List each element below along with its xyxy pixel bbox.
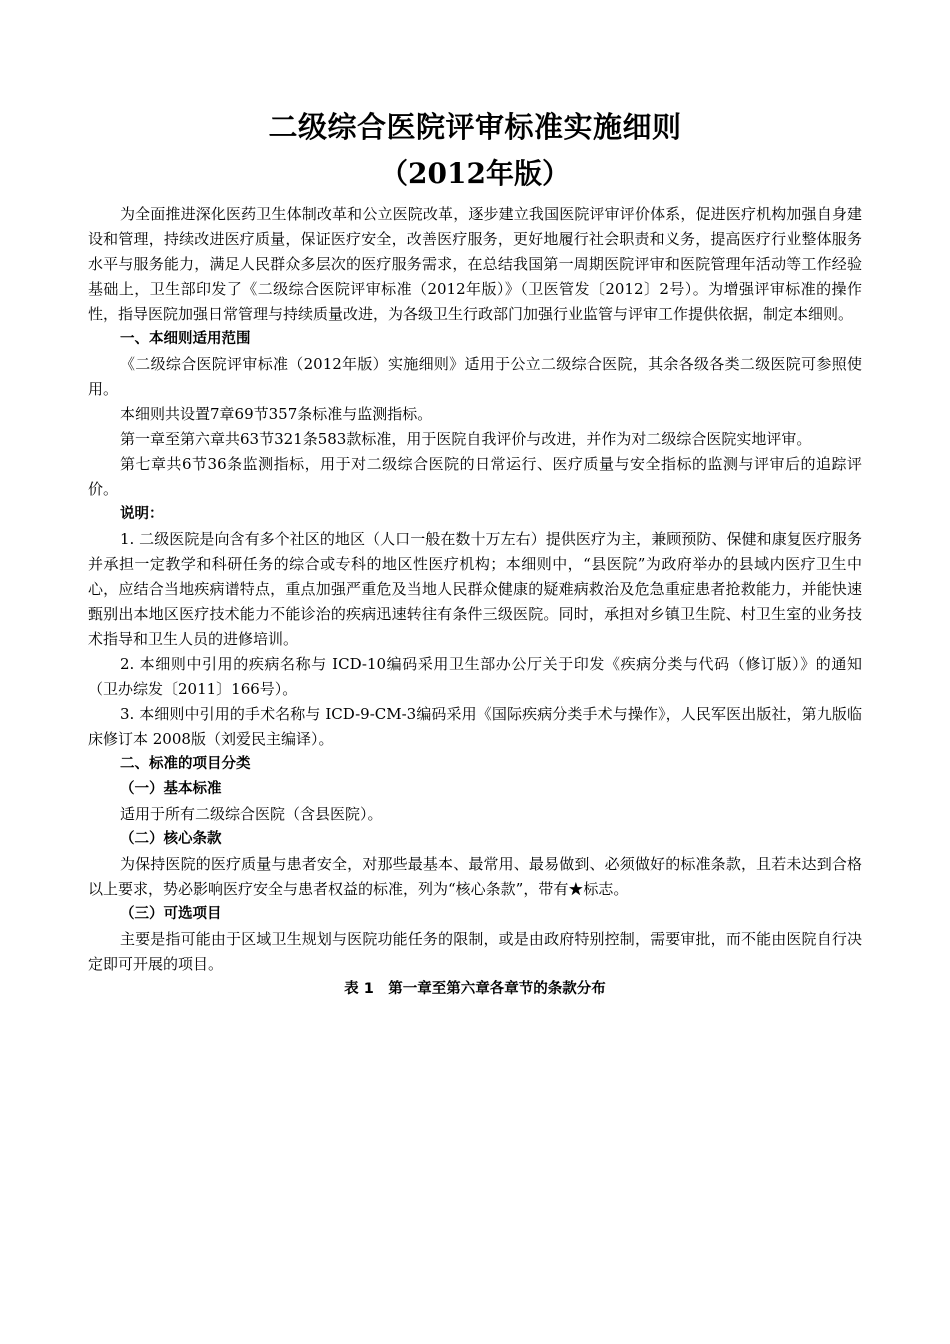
body-paragraph: 第一章至第六章共63节321条583款标准，用于医院自我评价与改进，并作为对二级综合医院实地评审。	[120, 430, 812, 448]
section-heading-scope: 一、本细则适用范围	[120, 331, 251, 347]
intro-paragraph: 为全面推进深化医药卫生体制改革和公立医院改革，逐步建立我国医院评审评价体系，促进医疗机构加强自身建设和管理，持续改进医疗质量，保证医疗安全，改善医疗服务，更好地履行社会职责和义务，提高医疗行业整体服务水平与服务能力，满足人民群众多层次的医疗服务需求，在总结我国第一周期医院评审和医院管理年活动等工作经验基础上，卫生部印发了《二级综合医院评审标准（2012年版）》（卫医管发〔2012〕2号）。为增强评审标准的操作性，指导医院加强日常管理与持续质量改进，为各级卫生行政部门加强行业监管与评审工作提供依据，制定本细则。	[88, 205, 862, 323]
document-body	[88, 202, 862, 1002]
note-item-1: 1. 二级医院是向含有多个社区的地区（人口一般在数十万左右）提供医疗为主，兼顾预防、保健和康复医疗服务并承担一定教学和科研任务的综合或专科的地区性医疗机构；本细则中，“县医院”为政府举办的县域内医疗卫生中心，应结合当地疾病谱特点，重点加强严重危及当地人民群众健康的疑难病救治及危急重症患者抢救能力，并能快速甄别出本地区医疗技术能力不能诊治的疾病迅速转往有条件三级医院。同时，承担对乡镇卫生院、村卫生室的业务技术指导和卫生人员的进修培训。	[88, 530, 862, 648]
subsection-heading-basic: （一）基本标准	[120, 781, 222, 797]
document-title: 二级综合医院评审标准实施细则	[268, 110, 682, 144]
section-heading-classification: 二、标准的项目分类	[120, 756, 251, 772]
subsection-heading-core: （二）核心条款	[120, 831, 222, 847]
body-paragraph: 主要是指可能由于区域卫生规划与医院功能任务的限制，或是由政府特别控制，需要审批，而不能由医院自行决定即可开展的项目。	[88, 930, 862, 973]
body-paragraph: 《二级综合医院评审标准（2012年版）实施细则》适用于公立二级综合医院，其余各级各类二级医院可参照使用。	[88, 355, 862, 398]
note-item-3: 3. 本细则中引用的手术名称与 ICD-9-CM-3编码采用《国际疾病分类手术与操作》，人民军医出版社，第九版临床修订本 2008版（刘爱民主编译）。	[88, 705, 862, 748]
body-paragraph: 本细则共设置7章69节357条标准与监测指标。	[120, 405, 433, 423]
document-page	[88, 108, 862, 1002]
document-subtitle: （2012年版）	[380, 157, 570, 190]
body-paragraph: 为保持医院的医疗质量与患者安全，对那些最基本、最常用、最易做到、必须做好的标准条款，且若未达到合格以上要求，势必影响医疗安全与患者权益的标准，列为“核心条款”，带有★标志。	[88, 855, 862, 898]
subsection-heading-optional: （三）可选项目	[120, 906, 222, 922]
table-caption: 表 1 第一章至第六章各章节的条款分布	[344, 981, 606, 997]
note-item-2: 2. 本细则中引用的疾病名称与 ICD-10编码采用卫生部办公厅关于印发《疾病分类与代码（修订版）》的通知（卫办综发〔2011〕166号）。	[88, 655, 862, 698]
body-paragraph: 第七章共6节36条监测指标，用于对二级综合医院的日常运行、医疗质量与安全指标的监测与评审后的追踪评价。	[88, 455, 862, 498]
body-paragraph: 适用于所有二级综合医院（含县医院）。	[120, 805, 383, 823]
section-heading-notes: 说明：	[120, 506, 164, 522]
